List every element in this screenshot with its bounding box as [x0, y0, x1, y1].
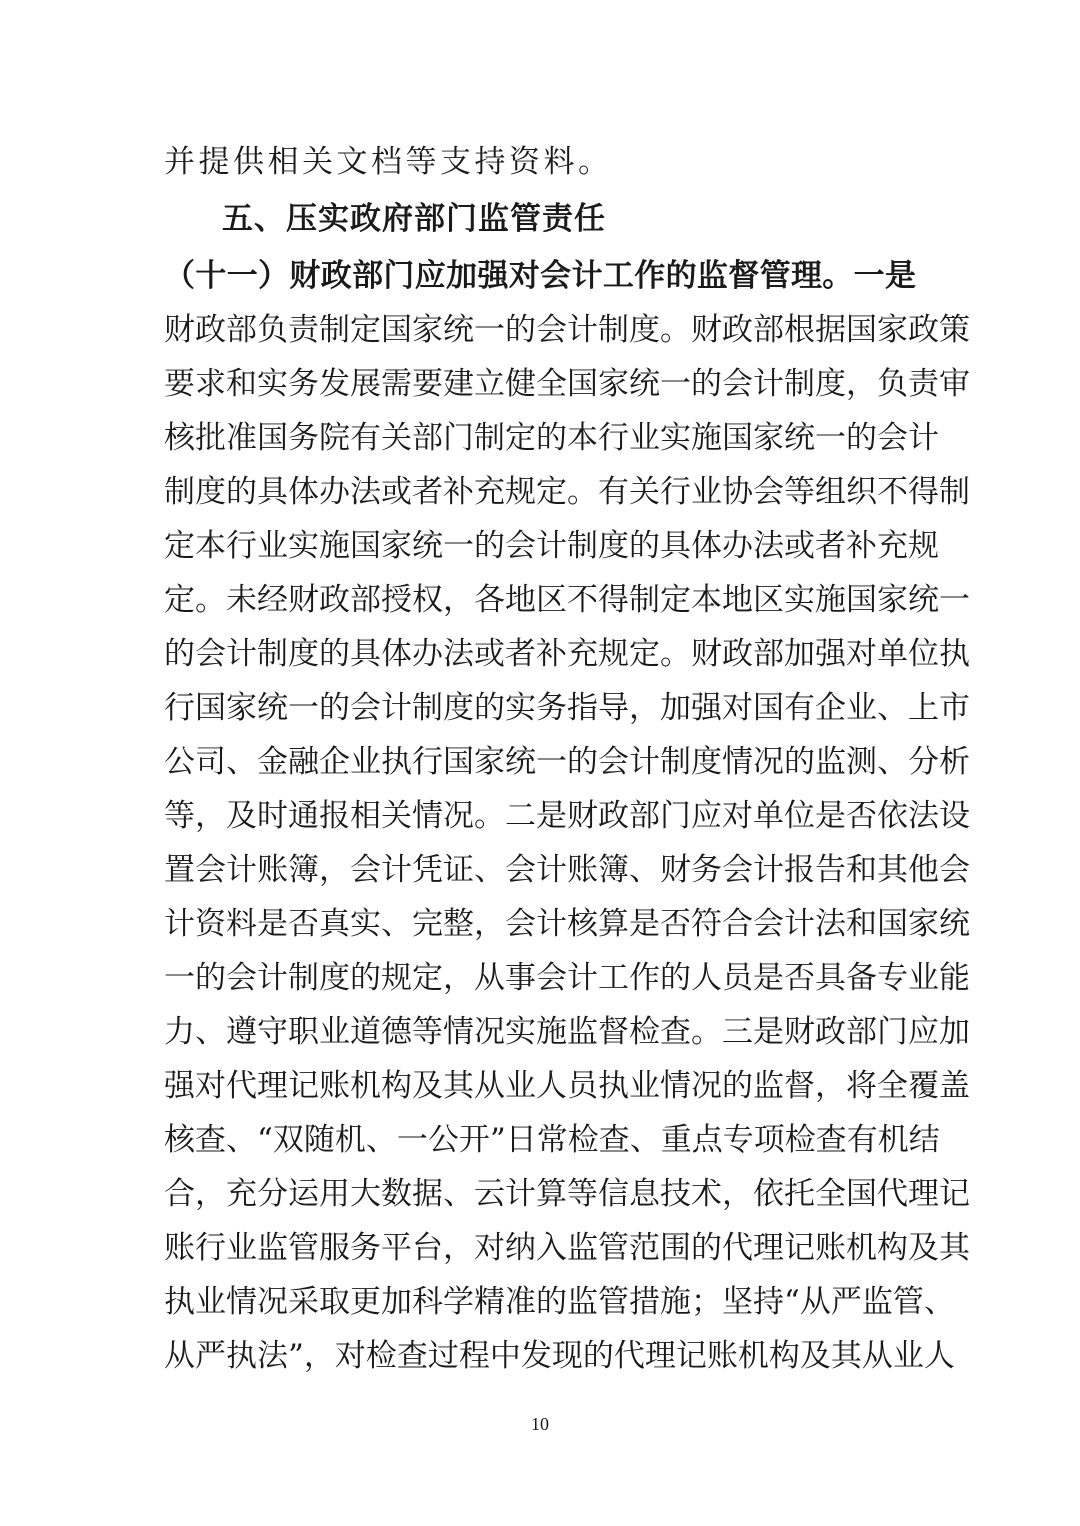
paragraph-line: 强对代理记账机构及其从业人员执业情况的监督，将全覆盖: [164, 1068, 970, 1104]
paragraph-line: 一的会计制度的规定，从事会计工作的人员是否具备专业能: [164, 960, 970, 996]
paragraph-line: 计资料是否真实、完整，会计核算是否符合会计法和国家统: [164, 906, 970, 942]
paragraph-line: 账行业监管服务平台，对纳入监管范围的代理记账机构及其: [164, 1230, 970, 1266]
paragraph-line: 核查、“双随机、一公开”日常检查、重点专项检查有机结: [164, 1122, 940, 1158]
paragraph-line: 公司、金融企业执行国家统一的会计制度情况的监测、分析: [164, 744, 970, 780]
paragraph-line: 定本行业实施国家统一的会计制度的具体办法或者补充规: [164, 528, 939, 564]
paragraph-line: 核批准国务院有关部门制定的本行业实施国家统一的会计: [164, 420, 939, 456]
paragraph-line: 定。未经财政部授权，各地区不得制定本地区实施国家统一: [164, 582, 970, 618]
paragraph-line: 力、遵守职业道德等情况实施监督检查。三是财政部门应加: [164, 1014, 970, 1050]
paragraph-line: 置会计账簿，会计凭证、会计账簿、财务会计报告和其他会: [164, 852, 970, 888]
paragraph-line: 从严执法”，对检查过程中发现的代理记账机构及其从业人: [164, 1338, 955, 1374]
paragraph-line: 等，及时通报相关情况。二是财政部门应对单位是否依法设: [164, 798, 970, 834]
page-number: 10: [531, 1414, 549, 1434]
paragraph-line: 要求和实务发展需要建立健全国家统一的会计制度，负责审: [164, 366, 970, 402]
intro-line: 并提供相关文档等支持资料。: [164, 144, 613, 180]
paragraph-line: （十一）财政部门应加强对会计工作的监督管理。一是: [164, 258, 916, 294]
paragraph-line: 制度的具体办法或者补充规定。有关行业协会等组织不得制: [164, 474, 970, 510]
section-heading: 五、压实政府部门监管责任: [222, 201, 606, 237]
paragraph-line: 合，充分运用大数据、云计算等信息技术，依托全国代理记: [164, 1176, 970, 1212]
paragraph-line: 执业情况采取更加科学精准的监管措施；坚持“从严监管、: [164, 1284, 955, 1320]
paragraph-line: 行国家统一的会计制度的实务指导，加强对国有企业、上市: [164, 690, 970, 726]
paragraph-line: 财政部负责制定国家统一的会计制度。财政部根据国家政策: [164, 312, 970, 348]
paragraph-line: 的会计制度的具体办法或者补充规定。财政部加强对单位执: [164, 636, 970, 672]
